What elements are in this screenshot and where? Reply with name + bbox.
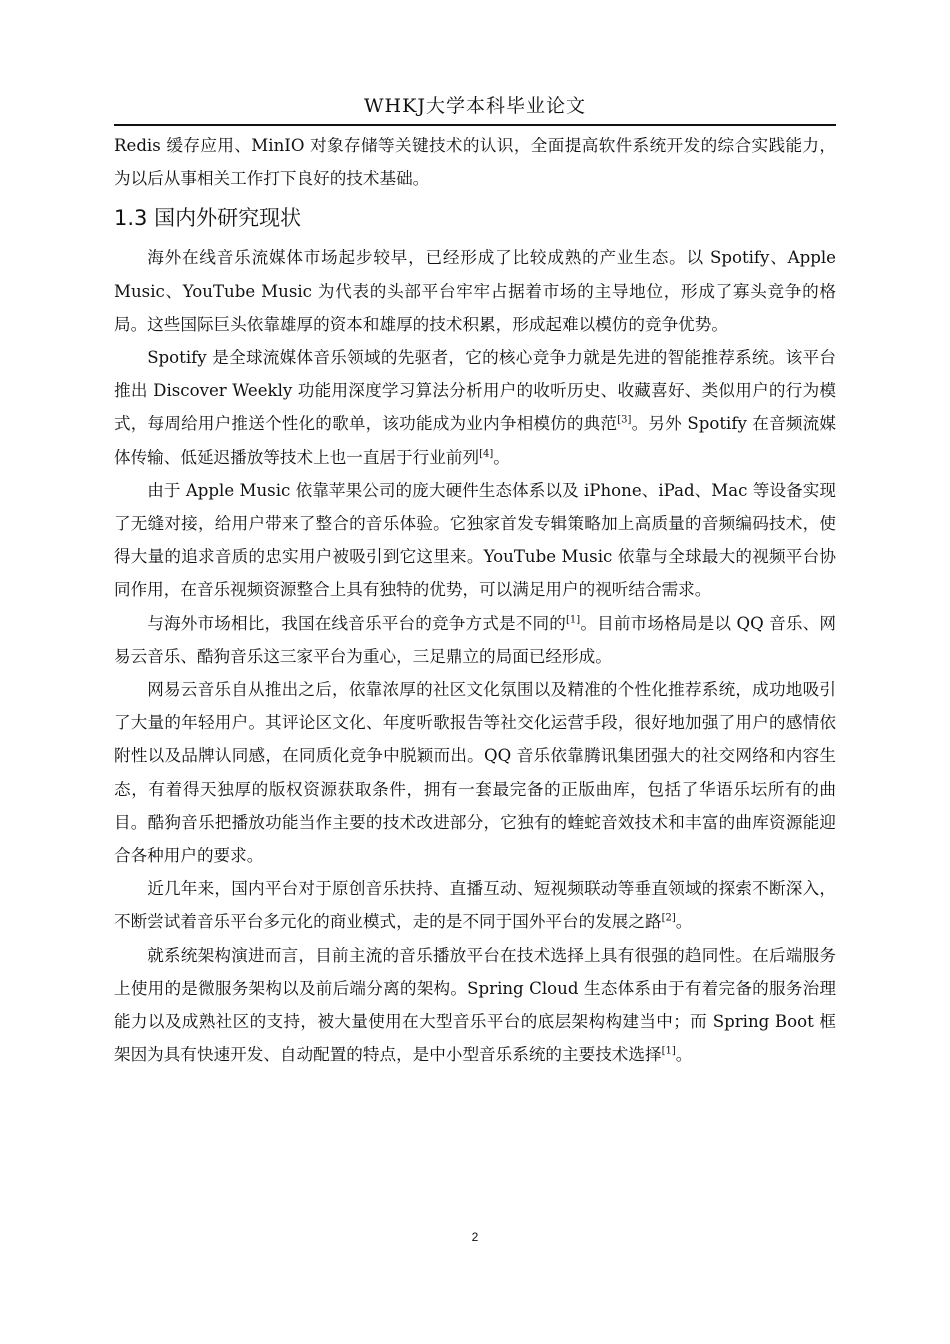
- paragraph-3: 由于 Apple Music 依靠苹果公司的庞大硬件生态体系以及 iPhone、iPad、Mac 等设备实现了无缝对接，给用户带来了整合的音乐体验。它独家首发专辑策略加上高质量的音频编码技术，使得大量的追求音质的忠实用户被吸引到它这里来。YouTube Music 依靠与全球最大的视频平台协同作用，在音乐视频资源整合上具有独特的优势，可以满足用户的视听结合需求。: [114, 480, 836, 600]
- paragraph-6: 近几年来，国内平台对于原创音乐扶持、直播互动、短视频联动等垂直领域的探索不断深入，不断尝试着音乐平台多元化的商业模式，走的是不同于国外平台的发展之路[2]。: [114, 879, 836, 932]
- citation: [1]: [565, 614, 581, 626]
- citation: [4]: [479, 448, 494, 460]
- citation: [2]: [661, 912, 676, 924]
- running-header: WHKJ大学本科毕业论文: [364, 95, 586, 117]
- page-body: [114, 129, 836, 1071]
- paragraph-continued: Redis 缓存应用、MinIO 对象存储等关键技术的认识，全面提高软件系统开发的综合实践能力，为以后从事相关工作打下良好的技术基础。: [114, 136, 836, 189]
- section-heading: 1.3 国内外研究现状: [114, 206, 302, 231]
- paragraph-4: 与海外市场相比，我国在线音乐平台的竞争方式是不同的[1]。目前市场格局是以 QQ 音乐、网易云音乐、酷狗音乐这三家平台为重心，三足鼎立的局面已经形成。: [114, 613, 836, 666]
- paragraph-7: 就系统架构演进而言，目前主流的音乐播放平台在技术选择上具有很强的趋同性。在后端服务上使用的是微服务架构以及前后端分离的架构。Spring Cloud 生态体系由于有着完备的服务治理能力以及成熟社区的支持，被大量使用在大型音乐平台的底层架构构建当中；而 Spring Boot 框架因为具有快速开发、自动配置的特点，是中小型音乐系统的主要技术选择[1]。: [114, 945, 836, 1065]
- paragraph-1: 海外在线音乐流媒体市场起步较早，已经形成了比较成熟的产业生态。以 Spotify、Apple Music、YouTube Music 为代表的头部平台牢牢占据着市场的主导地位，形成了寡头竞争的格局。这些国际巨头依靠雄厚的资本和雄厚的技术积累，形成起难以模仿的竞争优势。: [114, 248, 836, 334]
- citation: [3]: [617, 414, 632, 426]
- page-number: 2: [471, 1230, 479, 1244]
- paragraph-5: 网易云音乐自从推出之后，依靠浓厚的社区文化氛围以及精准的个性化推荐系统，成功地吸引了大量的年轻用户。其评论区文化、年度听歌报告等社交化运营手段，很好地加强了用户的感情依附性以及品牌认同感，在同质化竞争中脱颖而出。QQ 音乐依靠腾讯集团强大的社交网络和内容生态，有着得天独厚的版权资源获取条件，拥有一套最完备的正版曲库，包括了华语乐坛所有的曲目。酷狗音乐把播放功能当作主要的技术改进部分，它独有的蝰蛇音效技术和丰富的曲库资源能迎合各种用户的要求。: [114, 680, 836, 866]
- citation: [1]: [661, 1045, 676, 1057]
- paragraph-2: Spotify 是全球流媒体音乐领域的先驱者，它的核心竞争力就是先进的智能推荐系统。该平台推出 Discover Weekly 功能用深度学习算法分析用户的收听历史、收藏喜好、类似用户的行为模式，每周给用户推送个性化的歌单，该功能成为业内争相模仿的典范[3]。另外 Spotify 在音频流媒体传输、低延迟播放等技术上也一直居于行业前列[4]。: [114, 348, 837, 467]
- header-rule: [114, 124, 836, 126]
